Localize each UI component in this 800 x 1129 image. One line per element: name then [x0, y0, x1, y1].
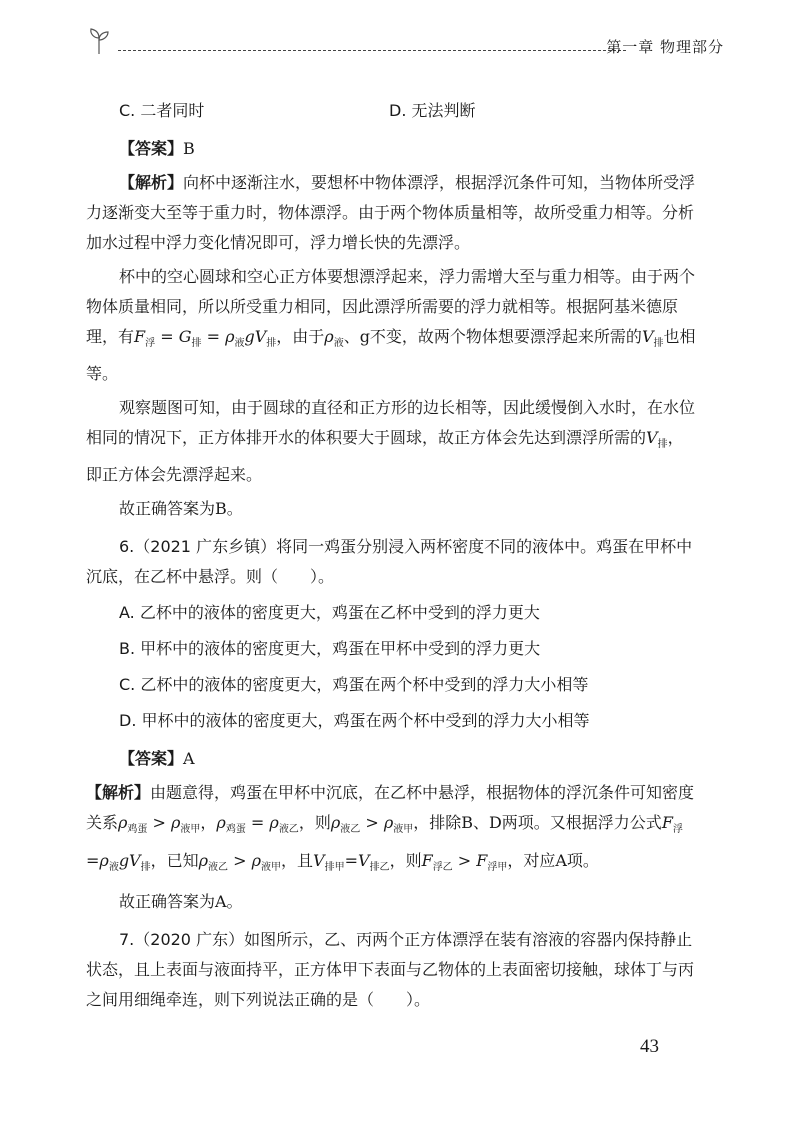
- q6-analysis-a: 由题意得，鸡蛋在甲杯中沉底，在乙杯中悬浮，根据物体的浮沉条件可知密度关系: [86, 783, 695, 833]
- q6-stem: 6.（2021 广东乡镇）将同一鸡蛋分别浸入两杯密度不同的液体中。鸡蛋在甲杯中沉底，在乙杯中悬浮。则（ ）。: [86, 537, 693, 587]
- formula-buoyancy: $F_浮=\rho_液gV_排$: [86, 813, 683, 873]
- q5-analysis: [86, 168, 698, 258]
- q5-para-2c: 、g不变，故两个物体想要漂浮起来所需的: [343, 327, 642, 346]
- q5-para-2b: ，由于: [276, 327, 325, 346]
- prev-options-row: [86, 96, 698, 126]
- q6-option-c: C. 乙杯中的液体的密度更大，鸡蛋在两个杯中受到的浮力大小相等: [119, 675, 589, 695]
- analysis-label: 【解析】: [119, 173, 184, 192]
- answer-label: 【答案】: [119, 749, 184, 769]
- q5-paragraph-3: [86, 393, 698, 490]
- prev-option-c: C. 二者同时: [119, 101, 205, 120]
- q6-analysis: [86, 778, 698, 882]
- sprout-icon: [84, 26, 114, 56]
- q6-analysis-h: ，对应A项。: [507, 850, 599, 870]
- analysis-label: 【解析】: [86, 783, 151, 803]
- q5-para-3b: ，即正方体会先漂浮起来。: [86, 428, 684, 485]
- formula-rho-liquid: $\rho_液$: [324, 327, 344, 350]
- q6-analysis-b: ，: [200, 813, 217, 833]
- formula-archimedes: $F_浮 = G_排 = \rho_液gV_排$: [134, 327, 277, 350]
- q5-answer-value: B: [183, 139, 195, 158]
- q6-option-d: D. 甲杯中的液体的密度更大，鸡蛋在两个杯中受到的浮力大小相等: [119, 711, 590, 731]
- q7-stem: 7.（2020 广东）如图所示，乙、丙两个正方体漂浮在装有溶液的容器内保持静止状态，且上表面与液面持平，正方体甲下表面与乙物体的上表面密切接触，球体丁与丙之间用细绳牵连，则下列说法正确的是（ ）。: [86, 929, 695, 1009]
- q6-analysis-f: ，且: [281, 850, 314, 870]
- page-header: [84, 26, 724, 66]
- q6-conclusion: 故正确答案为A。: [119, 891, 243, 911]
- q5-answer: [86, 134, 698, 164]
- formula-v-displaced: $V_排$: [641, 327, 664, 350]
- q6-answer-value: A: [183, 749, 195, 769]
- q6-analysis-e: ，已知: [150, 850, 199, 870]
- q6-analysis-c: ，则: [298, 813, 331, 833]
- formula-volume: $V_{排甲}=V_{排乙}$: [313, 850, 390, 873]
- page-content: [86, 96, 698, 1015]
- header-rule: [118, 50, 626, 51]
- q6-option-a: A. 乙杯中的液体的密度更大，鸡蛋在乙杯中受到的浮力更大: [119, 603, 540, 623]
- page-number: 43: [640, 1036, 659, 1057]
- q5-analysis-text: 向杯中逐渐注水，要想杯中物体漂浮，根据浮沉条件可知，当物体所受浮力逐渐变大至等于重力时，物体漂浮。由于两个物体质量相等，故所受重力相等。分析加水过程中浮力变化情况即可，浮力增长快的先漂浮。: [86, 173, 696, 252]
- q5-para-2a: 杯中的空心圆球和空心正方体要想漂浮起来，浮力需增大至与重力相等。由于两个物体质量相同，所以所受重力相同，因此漂浮所需要的浮力就相等。根据阿基米德原理，有: [86, 267, 696, 346]
- formula-density-4: $\rho_{液乙} > \rho_{液甲}$: [198, 850, 282, 873]
- q6-analysis-g: ，则: [389, 850, 422, 870]
- q6-option-b: B. 甲杯中的液体的密度更大，鸡蛋在甲杯中受到的浮力更大: [119, 639, 541, 659]
- q6-answer: [86, 744, 698, 774]
- q5-para-3a: 观察题图可知，由于圆球的直径和正方形的边长相等，因此缓慢倒入水时，在水位相同的情况下，正方体排开水的体积要大于圆球，故正方体会先达到漂浮所需的: [86, 398, 696, 448]
- formula-v-displaced-2: $V_排$: [646, 428, 668, 451]
- q5-conclusion: 故正确答案为B。: [119, 499, 243, 519]
- answer-label: 【答案】: [119, 139, 184, 158]
- q5-para-2d: 也相等。: [86, 327, 696, 384]
- q6-analysis-d: ，排除B、D两项。又根据浮力公式: [413, 813, 662, 833]
- formula-force: $F_{浮乙} > F_{浮甲}$: [421, 850, 508, 873]
- section-title: 第一章 物理部分: [606, 38, 724, 56]
- prev-option-d: D. 无法判断: [389, 101, 476, 120]
- formula-density-3: $\rho_{液乙} > \rho_{液甲}$: [330, 813, 414, 836]
- formula-density-1: $\rho_{鸡蛋} > \rho_{液甲}$: [118, 813, 201, 836]
- formula-density-2: $\rho_{鸡蛋} = \rho_{液乙}$: [216, 813, 299, 836]
- q5-paragraph-2: [86, 262, 698, 389]
